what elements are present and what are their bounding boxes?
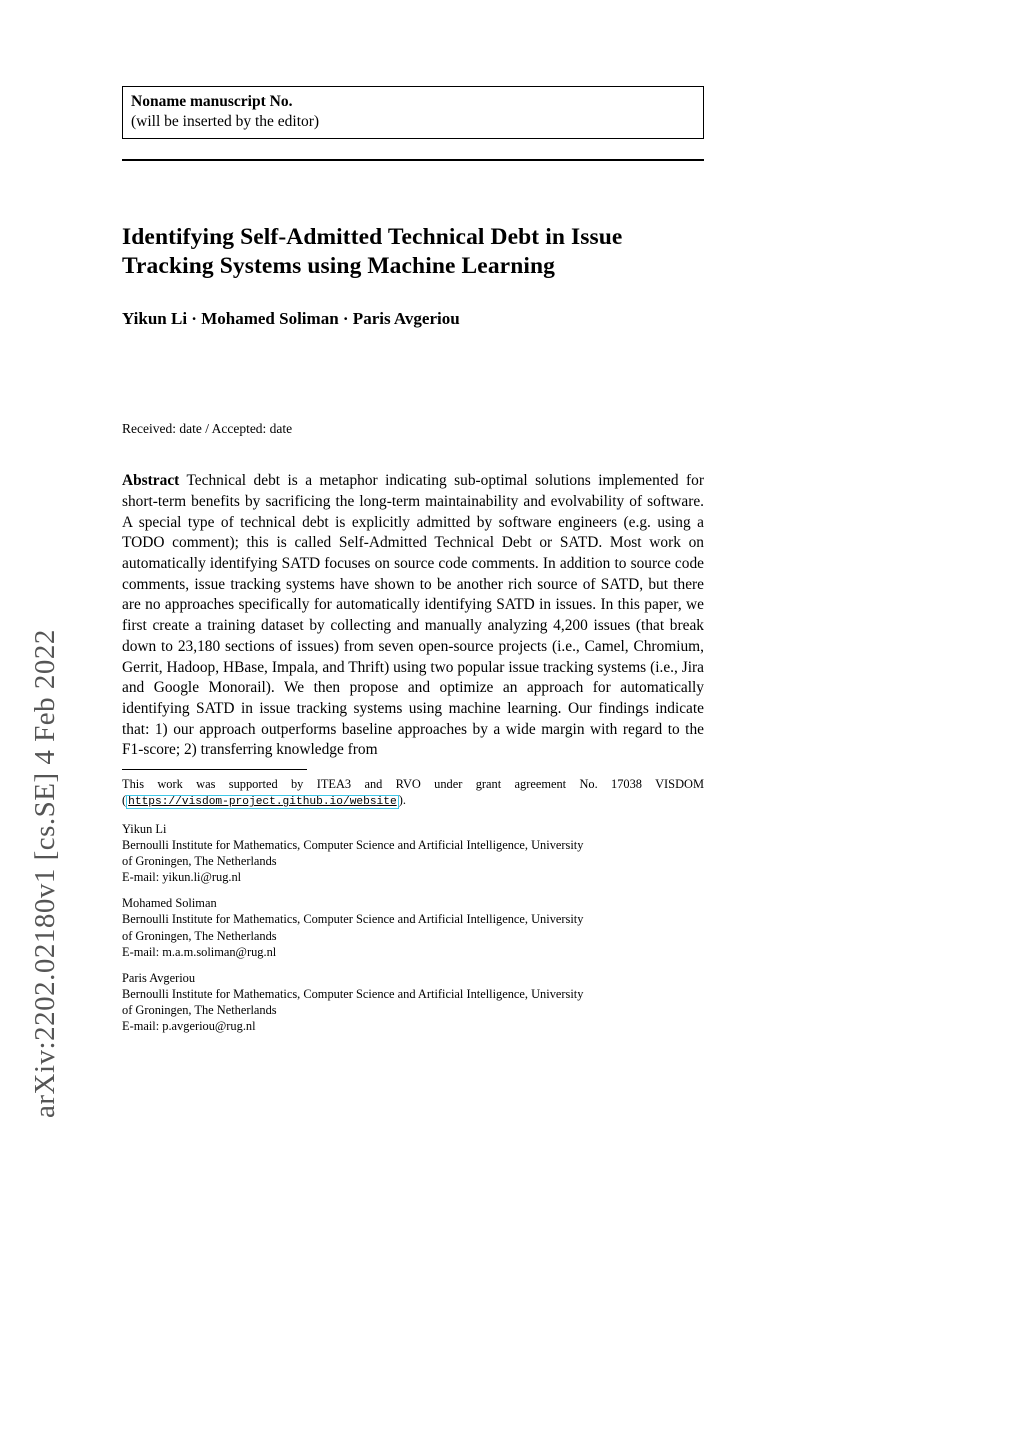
received-accepted-dates: Received: date / Accepted: date xyxy=(122,421,293,437)
arxiv-identifier-stamp xyxy=(0,0,90,1448)
author-email: E-mail: p.avgeriou@rug.nl xyxy=(122,1019,256,1034)
arxiv-stamp-text: arXiv:2202.02180v1 [cs.SE] 4 Feb 2022 xyxy=(28,629,61,1118)
author-name: Mohamed Soliman xyxy=(122,896,217,911)
author-affiliation-line-2: of Groningen, The Netherlands xyxy=(122,928,277,943)
abstract-label: Abstract xyxy=(122,472,180,490)
page-title: Identifying Self-Admitted Technical Debt in Issue Tracking Systems using Machine Learning xyxy=(122,224,623,279)
author-affiliation-line-2: of Groningen, The Netherlands xyxy=(122,1003,277,1018)
paper-page xyxy=(122,0,704,1448)
author-email: E-mail: m.a.m.soliman@rug.nl xyxy=(122,944,277,959)
author-affiliation-line-2: of Groningen, The Netherlands xyxy=(122,854,277,869)
author-affiliation-line-1: Bernoulli Institute for Mathematics, Computer Science and Artificial Intelligence, University xyxy=(122,986,584,1001)
author-affiliation-block xyxy=(122,821,704,886)
funding-footnote-text-before: This work was supported by ITEA3 and RVO under grant agreement No. 17038 VISDOM ( xyxy=(122,777,704,808)
author-affiliation-line-1: Bernoulli Institute for Mathematics, Computer Science and Artificial Intelligence, University xyxy=(122,837,584,852)
footnote-block xyxy=(122,776,704,1034)
project-website-link[interactable]: https://visdom-project.github.io/website xyxy=(128,796,397,809)
manuscript-number-box xyxy=(122,86,704,139)
author-affiliation-line-1: Bernoulli Institute for Mathematics, Computer Science and Artificial Intelligence, University xyxy=(122,912,584,927)
manuscript-number-note: (will be inserted by the editor) xyxy=(131,112,320,130)
author-name: Paris Avgeriou xyxy=(122,970,196,985)
author-affiliation-block xyxy=(122,970,704,1035)
funding-footnote xyxy=(122,776,704,810)
abstract-paragraph xyxy=(122,471,704,761)
abstract-text: Technical debt is a metaphor indicating sub-optimal solutions implemented for short-term benefits by sacrificing the long-term maintainability and evolvability of software. A special type of technical debt is explicitly admitted by software engineers (e.g. using a TODO comment); this is called Self-Admitted Technical Debt or SATD. Most work on automatically identifying SATD focuses on source code comments. In addition to source code comments, issue tracking systems have shown to be another rich source of SATD, but there are no approaches specifically for automatically identifying SATD in issues. In this paper, we first create a training dataset by collecting and manually analyzing 4,200 issues (that break down to 23,180 sections of issues) from seven open-source projects (i.e., Camel, Chromium, Gerrit, Hadoop, HBase, Impala, and Thrift) using two popular issue tracking systems (i.e., Jira and Google Monorail). We then propose and optimize an approach for automatically identifying SATD in issue tracking systems using machine learning. Our findings indicate that: 1) our approach outperforms baseline approaches by a wide margin with regard to the F1-score; 2) transferring knowledge from xyxy=(122,472,704,759)
author-affiliation-block xyxy=(122,895,704,960)
funding-footnote-text-after: ). xyxy=(398,793,406,808)
author-name: Yikun Li xyxy=(122,821,167,836)
author-email: E-mail: yikun.li@rug.nl xyxy=(122,870,242,885)
author-list: Yikun Li · Mohamed Soliman · Paris Avgeriou xyxy=(122,308,460,328)
footnote-divider xyxy=(122,769,307,770)
manuscript-number-label: Noname manuscript No. xyxy=(131,93,293,110)
header-divider xyxy=(122,159,704,161)
